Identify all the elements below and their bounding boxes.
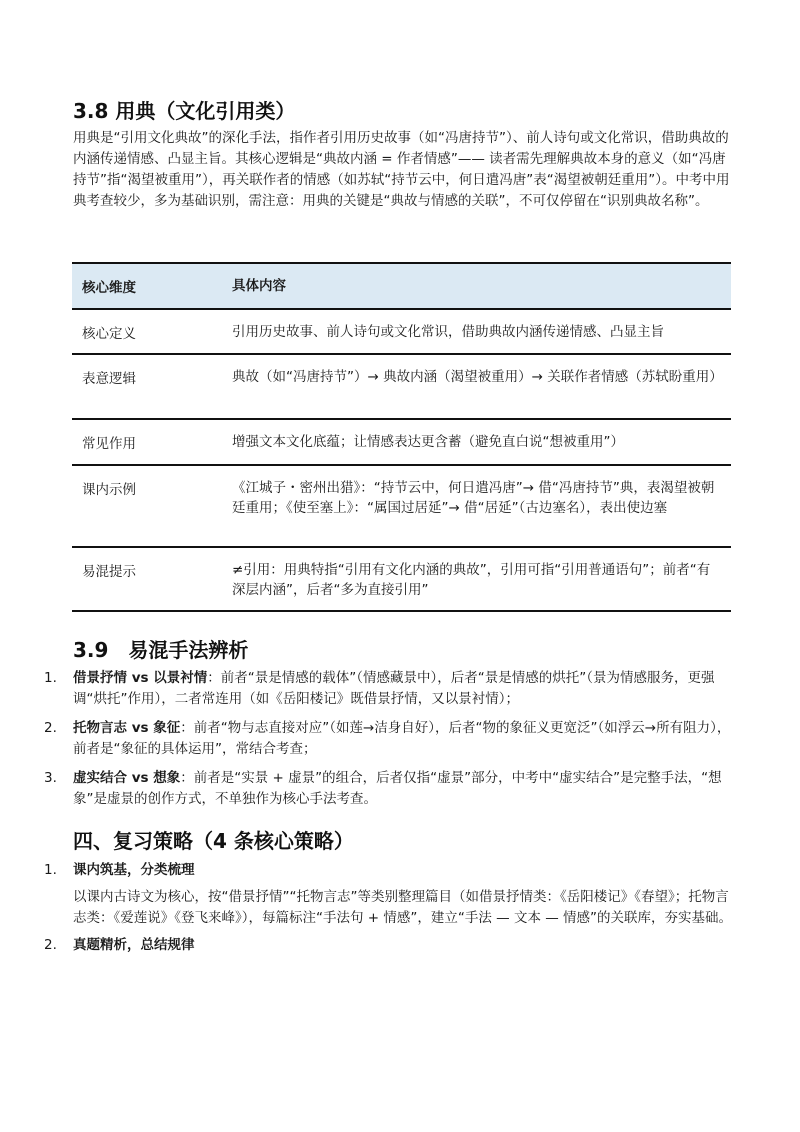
table-header-row xyxy=(72,262,731,310)
table-header-dimension: 核心维度 xyxy=(82,280,136,296)
list-item-term: 课内筑基，分类梳理 xyxy=(73,862,195,878)
table-row xyxy=(72,466,731,548)
table-cell-content: 《江城子・密州出猎》：“持节云中，何日遣冯唐”→ 借“冯唐持节”典，表渴望被朝廷重用；《使至塞上》：“属国过居延”→ 借“居延”（古边塞名），表出使边塞 xyxy=(232,480,715,516)
list-item-number: 2. xyxy=(44,720,57,736)
table-cell-dimension: 易混提示 xyxy=(82,564,136,580)
list-item-term: 借景抒情 vs 以景衬情 xyxy=(73,670,208,686)
section-title-4: 四、复习策略（4 条核心策略） xyxy=(73,829,354,853)
table-cell-content: 引用历史故事、前人诗句或文化常识，借助典故内涵传递情感、凸显主旨 xyxy=(232,324,664,340)
table-cell-content: 增强文本文化底蕴；让情感表达更含蓄（避免直白说“想被重用”） xyxy=(232,434,624,450)
confusable-techniques-list xyxy=(44,668,734,810)
section-3-8-intro: 用典是“引用文化典故”的深化手法，指作者引用历史故事（如“冯唐持节”）、前人诗句或文化常识，借助典故的内涵传递情感、凸显主旨。其核心逻辑是“典故内涵 = 作者情感”—— 读者需先理解典故本身的意义（如“冯唐持节”指“渴望被重用”），再关联作者的情感（如苏轼“持节云中，何日遣冯唐”表“渴望被朝廷重用”）。中考中用典考查较少，多为基础识别，需注意：用典的关键是“典故与情感的关联”，不可仅停留在“识别典故名称”。 xyxy=(73,130,730,209)
list-item xyxy=(44,935,734,956)
list-item-text: ：前者“物与志直接对应”（如莲→洁身自好），后者“物的象征义更宽泛”（如浮云→所有阻力），前者是“象征的具体运用”，常结合考查； xyxy=(73,720,731,757)
list-item-number: 1. xyxy=(44,670,57,686)
table-header-content: 具体内容 xyxy=(232,278,286,294)
section-title-3-8: 3.8 用典（文化引用类） xyxy=(73,99,296,123)
table-row xyxy=(72,548,731,612)
list-item xyxy=(44,718,734,760)
table-row xyxy=(72,310,731,355)
section-title-3-9: 3.9 易混手法辨析 xyxy=(73,638,249,662)
list-item-text: 以课内古诗文为核心，按“借景抒情”“托物言志”等类别整理篇目（如借景抒情类：《岳阳楼记》《春望》；托物言志类：《爱莲说》《登飞来峰》），每篇标注“手法句 + 情感”，建立“手法 — 文本 — 情感”的关联库，夯实基础。 xyxy=(73,889,733,926)
table-row xyxy=(72,420,731,466)
table-cell-content: 典故（如“冯唐持节”）→ 典故内涵（渴望被重用）→ 关联作者情感（苏轼盼重用） xyxy=(232,369,723,385)
list-item xyxy=(44,860,734,929)
list-item-number: 3. xyxy=(44,770,57,786)
table-cell-dimension: 课内示例 xyxy=(82,482,136,498)
list-item-text: ：前者是“实景 + 虚景”的组合，后者仅指“虚景”部分，中考中“虚实结合”是完整手法，“想象”是虚景的创作方式，不单独作为核心手法考查。 xyxy=(73,770,722,807)
review-strategy-list xyxy=(44,860,734,956)
table-cell-dimension: 核心定义 xyxy=(82,326,136,342)
list-item xyxy=(44,768,734,810)
table-cell-dimension: 表意逻辑 xyxy=(82,371,136,387)
list-item-number: 1. xyxy=(44,862,57,878)
list-item-term: 虚实结合 vs 想象 xyxy=(73,770,181,786)
list-item-text: ：前者“景是情感的载体”（情感藏景中），后者“景是情感的烘托”（景为情感服务，更强调“烘托”作用），二者常连用（如《岳阳楼记》既借景抒情，又以景衬情）； xyxy=(73,670,715,707)
allusion-table xyxy=(72,262,731,612)
list-item-term: 真题精析，总结规律 xyxy=(73,937,195,953)
list-item xyxy=(44,668,734,710)
list-item-number: 2. xyxy=(44,937,57,953)
table-row xyxy=(72,355,731,420)
table-cell-content: ≠引用：用典特指“引用有文化内涵的典故”，引用可指“引用普通语句”；前者“有深层内涵”，后者“多为直接引用” xyxy=(232,562,711,598)
list-item-term: 托物言志 vs 象征 xyxy=(73,720,181,736)
table-cell-dimension: 常见作用 xyxy=(82,436,136,452)
